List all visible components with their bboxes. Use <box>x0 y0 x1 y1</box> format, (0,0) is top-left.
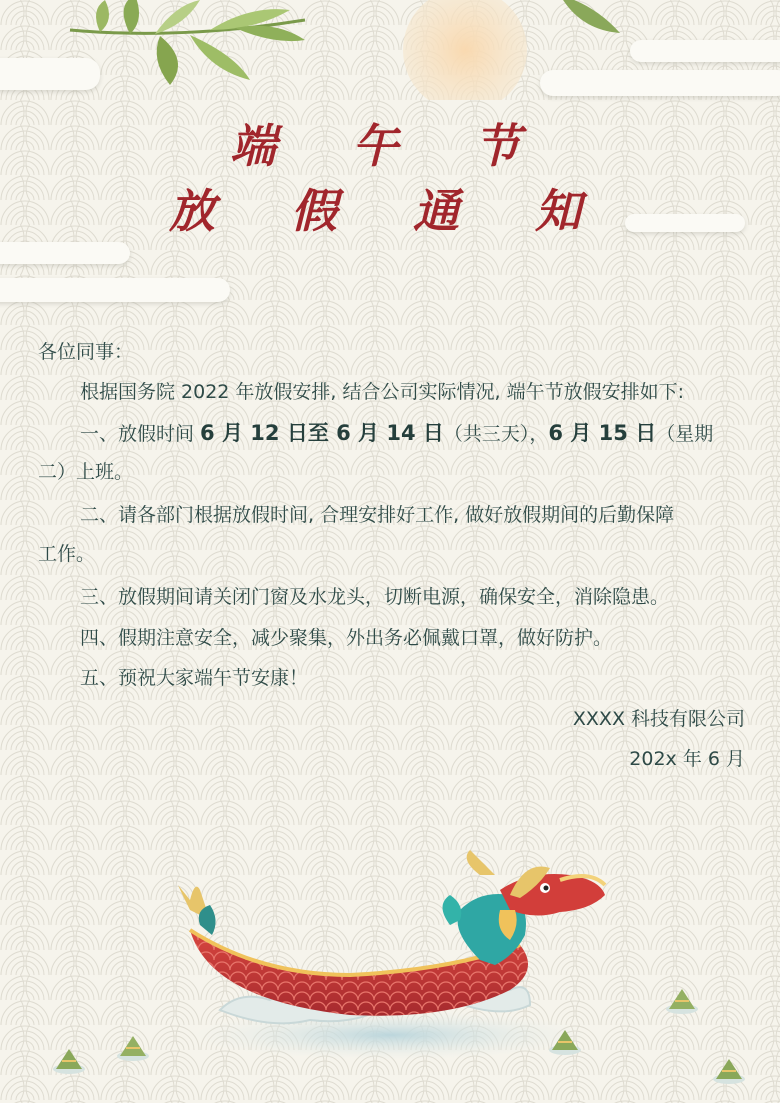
cloud-icon <box>630 40 780 62</box>
cloud-icon <box>0 278 230 302</box>
zongzi-icon <box>712 1055 746 1085</box>
zongzi-icon <box>116 1032 150 1062</box>
cloud-icon <box>0 58 100 90</box>
zongzi-icon <box>52 1045 86 1075</box>
item-1-suffix: （星期 <box>656 423 714 445</box>
item-1-line-2: 二）上班。 <box>38 461 134 483</box>
item-1-dates: 6 月 12 日至 6 月 14 日 <box>200 421 444 445</box>
item-1-middle: （共三天）， <box>443 423 549 445</box>
item-1-line-1 <box>80 421 713 446</box>
signature-date: 202x 年 6 月 <box>629 748 745 770</box>
sun-icon <box>380 0 550 100</box>
item-1-prefix: 一、放假时间 <box>80 423 201 445</box>
title-line-1: 端 午 节 <box>229 119 551 173</box>
item-1-return-date: 6 月 15 日 <box>548 421 657 445</box>
leaf-icon <box>555 0 625 40</box>
intro-paragraph: 根据国务院 2022 年放假安排, 结合公司实际情况, 端午节放假安排如下: <box>80 381 684 403</box>
greeting: 各位同事： <box>38 341 134 363</box>
zongzi-icon <box>665 985 699 1015</box>
item-5: 五、预祝大家端午节安康！ <box>80 667 309 689</box>
title-line-2: 放 假 通 知 <box>168 184 612 238</box>
item-2-line-1: 二、请各部门根据放假时间, 合理安排好工作, 做好放假期间的后勤保障 <box>80 504 675 526</box>
cloud-icon <box>0 242 130 264</box>
item-4: 四、假期注意安全，减少聚集，外出务必佩戴口罩，做好防护。 <box>80 627 613 649</box>
zongzi-icon <box>548 1026 582 1056</box>
item-2-line-2: 工作。 <box>38 543 96 565</box>
company-name: XXXX 科技有限公司 <box>572 708 745 730</box>
cloud-icon <box>540 70 780 96</box>
item-3: 三、放假期间请关闭门窗及水龙头，切断电源，确保安全，消除隐患。 <box>80 586 670 608</box>
